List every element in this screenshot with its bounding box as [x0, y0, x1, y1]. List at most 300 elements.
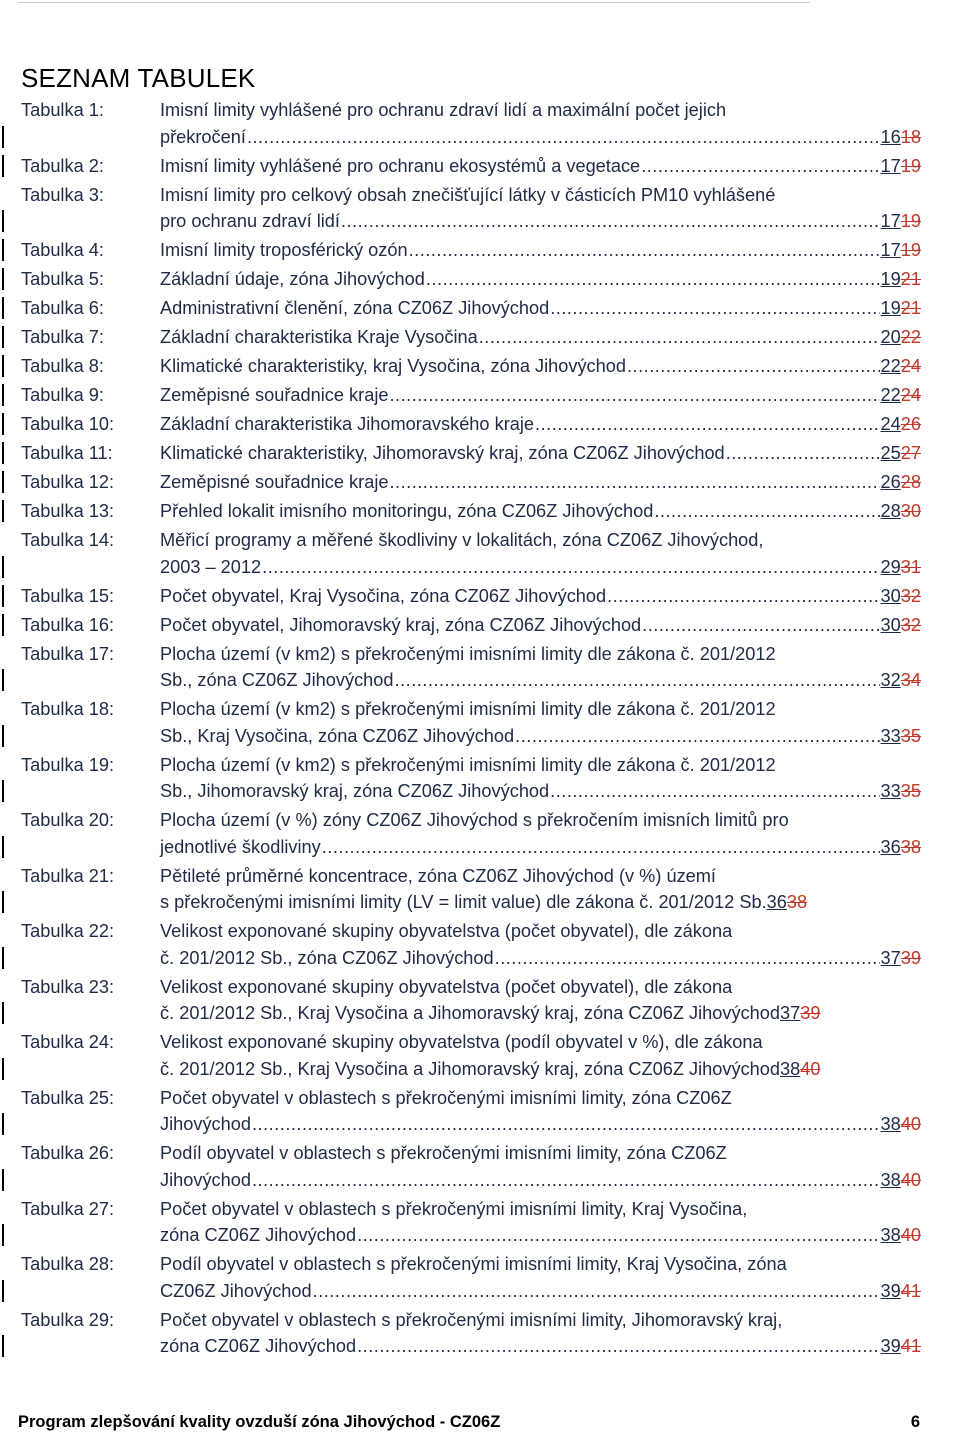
caption-line: Plocha území (v %) zóny CZ06Z Jihovýchod s překročením imisních limitů pro	[160, 810, 789, 830]
page-number-deleted: 39	[900, 947, 921, 968]
dot-leader	[550, 295, 879, 322]
table-caption	[160, 266, 921, 293]
dot-leader	[262, 554, 879, 581]
page-number-inserted: 33	[880, 725, 901, 746]
caption-text: s překročenými imisními limity (LV = limit value) dle zákona č. 201/2012 Sb.	[160, 892, 767, 912]
toc-entry[interactable]	[21, 382, 921, 409]
table-caption	[160, 97, 921, 150]
caption-text: Imisní limity troposférický ozón	[160, 240, 408, 260]
page-number-inserted: 22	[880, 385, 901, 405]
table-number: Tabulka 15:	[21, 585, 115, 606]
page-number-deleted: 32	[900, 614, 921, 635]
top-rule	[18, 2, 810, 3]
page-reference[interactable]	[881, 1167, 921, 1194]
toc-entry[interactable]	[21, 527, 921, 580]
table-caption	[160, 353, 921, 380]
table-number: Tabulka 13:	[21, 501, 115, 521]
dot-leader	[313, 1278, 880, 1305]
change-bar	[2, 297, 4, 319]
dot-leader	[252, 1167, 880, 1194]
page-reference[interactable]	[881, 667, 921, 694]
page-number-inserted: 38	[780, 1058, 801, 1079]
page-reference[interactable]	[881, 778, 921, 805]
page-number-inserted: 38	[880, 1169, 901, 1190]
page-number-inserted: 16	[880, 126, 901, 147]
toc-entry[interactable]	[21, 182, 921, 235]
table-caption	[160, 583, 921, 610]
caption-line: Podíl obyvatel v oblastech s překročenými imisními limity, zóna CZ06Z	[160, 1143, 727, 1163]
table-number: Tabulka 14:	[21, 530, 115, 550]
page-number-deleted: 21	[900, 298, 921, 318]
table-number: Tabulka 7:	[21, 327, 104, 347]
page-number-deleted: 24	[900, 356, 921, 376]
page-number-inserted: 39	[880, 1336, 901, 1356]
caption-text: Zeměpisné souřadnice kraje	[160, 385, 389, 405]
table-number: Tabulka 26:	[21, 1143, 115, 1163]
page-number-inserted: 39	[880, 1280, 901, 1301]
page-reference[interactable]	[881, 266, 921, 293]
change-bar	[2, 500, 4, 522]
page-reference[interactable]	[881, 153, 921, 180]
change-bar	[2, 585, 4, 607]
dot-leader	[322, 834, 880, 861]
table-caption	[160, 807, 921, 860]
change-bar	[2, 947, 4, 969]
table-number: Tabulka 5:	[21, 269, 104, 289]
caption-line: Plocha území (v km2) s překročenými imisními limity dle zákona č. 201/2012	[160, 754, 776, 775]
page-number-deleted: 35	[900, 725, 921, 746]
change-bar	[2, 326, 4, 348]
caption-last-line	[160, 237, 921, 264]
toc-entry[interactable]	[21, 1140, 921, 1193]
caption-text: Základní údaje, zóna Jihovýchod	[160, 269, 425, 289]
table-caption	[160, 974, 921, 1027]
table-caption	[160, 612, 921, 639]
page-number-deleted: 40	[900, 1225, 921, 1245]
table-number: Tabulka 27:	[21, 1198, 115, 1219]
table-caption	[160, 153, 921, 180]
toc-entry[interactable]	[21, 696, 921, 749]
change-bar	[2, 239, 4, 261]
table-caption	[160, 237, 921, 264]
page-reference[interactable]	[881, 723, 921, 750]
table-number: Tabulka 2:	[21, 155, 104, 176]
page-number-inserted: 17	[880, 155, 901, 176]
page-title: SEZNAM TABULEK	[21, 63, 256, 93]
caption-text: Klimatické charakteristiky, Jihomoravský kraj, zóna CZ06Z Jihovýchod	[160, 443, 725, 463]
change-bar	[2, 780, 4, 802]
caption-last-line	[160, 124, 921, 151]
caption-text: 2003 – 2012	[160, 556, 262, 577]
caption-text: pro ochranu zdraví lidí	[160, 211, 340, 231]
page-number-inserted: 30	[880, 585, 901, 606]
dot-leader	[247, 124, 880, 151]
page-number-inserted: 32	[880, 670, 901, 690]
page-reference[interactable]	[881, 1278, 921, 1305]
table-number: Tabulka 9:	[21, 385, 104, 405]
caption-last-line	[160, 440, 921, 467]
caption-last-line	[160, 295, 921, 322]
table-number: Tabulka 29:	[21, 1309, 115, 1330]
toc-entry[interactable]	[21, 353, 921, 380]
page-number-inserted: 20	[880, 327, 901, 347]
toc-entry[interactable]	[21, 583, 921, 610]
caption-line: Velikost exponované skupiny obyvatelstva (podíl obyvatel v %), dle zákona	[160, 1032, 763, 1052]
toc-entry[interactable]	[21, 1029, 921, 1082]
table-number: Tabulka 1:	[21, 100, 104, 120]
caption-line: Imisní limity pro celkový obsah znečišťující látky v částicích PM10 vyhlášené	[160, 184, 776, 205]
page-reference[interactable]	[881, 1222, 921, 1249]
change-bar	[2, 1113, 4, 1135]
table-caption	[160, 324, 921, 351]
table-number: Tabulka 16:	[21, 614, 115, 635]
change-bar	[2, 836, 4, 858]
caption-last-line	[160, 469, 921, 496]
toc-entry[interactable]	[21, 266, 921, 293]
caption-text: zóna CZ06Z Jihovýchod	[160, 1336, 357, 1356]
page-number-deleted: 40	[900, 1114, 921, 1134]
toc-entry[interactable]	[21, 324, 921, 351]
table-caption	[160, 527, 921, 580]
table-number: Tabulka 8:	[21, 356, 104, 376]
page-number-inserted: 36	[766, 892, 787, 912]
table-caption	[160, 1029, 921, 1082]
caption-last-line	[160, 1000, 921, 1027]
table-caption	[160, 752, 921, 805]
table-number: Tabulka 28:	[21, 1254, 115, 1274]
caption-text: zóna CZ06Z Jihovýchod	[160, 1225, 357, 1245]
page-number-inserted: 33	[880, 781, 901, 801]
table-caption	[160, 382, 921, 409]
dot-leader	[357, 1222, 879, 1249]
caption-text: Základní charakteristika Kraje Vysočina	[160, 327, 478, 347]
table-number: Tabulka 12:	[21, 472, 115, 492]
page-number-inserted: 24	[880, 414, 901, 434]
caption-last-line	[160, 208, 921, 235]
change-bar	[2, 725, 4, 747]
dot-leader	[389, 382, 879, 409]
caption-last-line	[160, 153, 921, 180]
caption-last-line	[160, 324, 921, 351]
page-reference[interactable]	[881, 834, 921, 861]
table-caption	[160, 498, 921, 525]
page-number-inserted: 36	[880, 836, 901, 857]
caption-last-line	[160, 411, 921, 438]
change-bar	[2, 1002, 4, 1024]
dot-leader	[515, 723, 879, 750]
table-caption	[160, 696, 921, 749]
table-number: Tabulka 3:	[21, 184, 104, 205]
change-bar	[2, 355, 4, 377]
toc-entry[interactable]	[21, 918, 921, 971]
page-number-deleted: 26	[900, 414, 921, 434]
toc-entry[interactable]	[21, 97, 921, 150]
page-reference[interactable]	[780, 1056, 820, 1083]
page-reference[interactable]	[780, 1000, 820, 1027]
table-caption	[160, 469, 921, 496]
dot-leader	[641, 153, 879, 180]
caption-text: č. 201/2012 Sb., zóna CZ06Z Jihovýchod	[160, 947, 494, 968]
caption-last-line	[160, 382, 921, 409]
caption-text: č. 201/2012 Sb., Kraj Vysočina a Jihomoravský kraj, zóna CZ06Z Jihovýchod	[160, 1003, 781, 1023]
toc-entry[interactable]	[21, 752, 921, 805]
page-reference[interactable]	[881, 1111, 921, 1138]
toc-entry[interactable]	[21, 1251, 921, 1304]
page-number-deleted: 30	[900, 501, 921, 521]
footer-page-number: 6	[910, 1413, 920, 1431]
toc-entry[interactable]	[21, 469, 921, 496]
dot-leader	[627, 353, 880, 380]
caption-text: Přehled lokalit imisního monitoringu, zóna CZ06Z Jihovýchod	[160, 501, 654, 521]
toc-entry[interactable]	[21, 807, 921, 860]
table-caption	[160, 863, 921, 916]
toc-entry[interactable]	[21, 863, 921, 916]
page-number-deleted: 38	[786, 892, 808, 912]
caption-line: Velikost exponované skupiny obyvatelstva (počet obyvatel), dle zákona	[160, 921, 733, 941]
caption-line: Počet obyvatel v oblastech s překročenými imisními limity, zóna CZ06Z	[160, 1087, 732, 1108]
table-number: Tabulka 23:	[21, 976, 115, 997]
page-number-deleted: 22	[900, 327, 921, 347]
caption-text: Počet obyvatel, Kraj Vysočina, zóna CZ06Z Jihovýchod	[160, 585, 607, 606]
table-number: Tabulka 22:	[21, 921, 115, 941]
dot-leader	[395, 667, 880, 694]
caption-line: Imisní limity vyhlášené pro ochranu zdraví lidí a maximální počet jejich	[160, 100, 727, 120]
table-number: Tabulka 6:	[21, 298, 104, 318]
page-number-inserted: 37	[880, 947, 901, 968]
caption-last-line	[160, 667, 921, 694]
table-caption	[160, 182, 921, 235]
page-number-deleted: 34	[900, 670, 921, 690]
change-bar	[2, 891, 4, 913]
table-number: Tabulka 19:	[21, 754, 115, 775]
page-number-inserted: 29	[880, 556, 901, 577]
change-bar	[2, 155, 4, 177]
caption-line: Počet obyvatel v oblastech s překročenými imisními limity, Jihomoravský kraj,	[160, 1309, 783, 1330]
dot-leader	[341, 208, 880, 235]
table-number: Tabulka 10:	[21, 414, 115, 434]
page-reference[interactable]	[881, 440, 921, 467]
caption-text: Imisní limity vyhlášené pro ochranu ekosystémů a vegetace	[160, 155, 641, 176]
footer-title: Program zlepšování kvality ovzduší zóna Jihovýchod - CZ06Z	[18, 1413, 501, 1431]
caption-last-line	[160, 612, 921, 639]
page-number-deleted: 38	[900, 836, 921, 857]
toc-entry[interactable]	[21, 612, 921, 639]
page-number-deleted: 24	[900, 385, 921, 405]
page-reference[interactable]	[881, 295, 921, 322]
caption-last-line	[160, 583, 921, 610]
dot-leader	[535, 411, 880, 438]
toc-entry[interactable]	[21, 974, 921, 1027]
page-number-inserted: 38	[880, 1225, 901, 1245]
page-number-inserted: 28	[880, 501, 901, 521]
table-number: Tabulka 20:	[21, 810, 115, 830]
change-bar	[2, 1335, 4, 1357]
page-reference[interactable]	[881, 498, 921, 525]
page-number-deleted: 18	[900, 126, 921, 147]
caption-last-line	[160, 353, 921, 380]
table-caption	[160, 295, 921, 322]
toc-entry[interactable]	[21, 153, 921, 180]
toc-entry[interactable]	[21, 1085, 921, 1138]
caption-last-line	[160, 1278, 921, 1305]
page-reference[interactable]	[881, 237, 921, 264]
change-bar	[2, 1169, 4, 1191]
page-number-deleted: 41	[900, 1336, 921, 1356]
page-reference[interactable]	[767, 889, 807, 916]
page-reference[interactable]	[881, 1333, 921, 1360]
caption-text: Jihovýchod	[160, 1169, 251, 1190]
page-number-inserted: 26	[880, 472, 901, 492]
page-number-deleted: 39	[800, 1003, 821, 1023]
page-reference[interactable]	[881, 353, 921, 380]
caption-last-line	[160, 1167, 921, 1194]
page-reference[interactable]	[881, 583, 921, 610]
page-number-inserted: 30	[880, 614, 901, 635]
dot-leader	[389, 469, 879, 496]
change-bar	[2, 268, 4, 290]
table-caption	[160, 1307, 921, 1360]
page-number-deleted: 19	[900, 240, 921, 260]
table-list	[21, 97, 921, 1362]
caption-text: Základní charakteristika Jihomoravského kraje	[160, 414, 535, 434]
page-number-inserted: 19	[880, 269, 901, 289]
page-number-deleted: 40	[900, 1169, 921, 1190]
page-number-deleted: 27	[900, 443, 921, 463]
caption-line: Počet obyvatel v oblastech s překročenými imisními limity, Kraj Vysočina,	[160, 1198, 748, 1219]
caption-text: Administrativní členění, zóna CZ06Z Jihovýchod	[160, 298, 550, 318]
caption-last-line	[160, 889, 921, 916]
table-number: Tabulka 24:	[21, 1032, 115, 1052]
caption-last-line	[160, 1222, 921, 1249]
dot-leader	[642, 612, 879, 639]
page-reference[interactable]	[881, 554, 921, 581]
page-number-inserted: 19	[880, 298, 901, 318]
toc-entry[interactable]	[21, 1196, 921, 1249]
caption-text: Sb., Jihomoravský kraj, zóna CZ06Z Jihovýchod	[160, 781, 550, 801]
caption-text: Zeměpisné souřadnice kraje	[160, 472, 389, 492]
change-bar	[2, 126, 4, 148]
table-caption	[160, 1085, 921, 1138]
table-caption	[160, 918, 921, 971]
caption-last-line	[160, 778, 921, 805]
dot-leader	[654, 498, 879, 525]
dot-leader	[726, 440, 880, 467]
caption-line: Podíl obyvatel v oblastech s překročenými imisními limity, Kraj Vysočina, zóna	[160, 1254, 787, 1274]
caption-text: Sb., Kraj Vysočina, zóna CZ06Z Jihovýchod	[160, 725, 515, 746]
page-number-inserted: 37	[780, 1003, 801, 1023]
page-number-inserted: 22	[880, 356, 901, 376]
toc-entry[interactable]	[21, 237, 921, 264]
page-reference[interactable]	[881, 469, 921, 496]
page-number-deleted: 31	[900, 556, 921, 577]
caption-text: Sb., zóna CZ06Z Jihovýchod	[160, 670, 394, 690]
page-number-deleted: 35	[900, 781, 921, 801]
table-caption	[160, 411, 921, 438]
caption-last-line	[160, 723, 921, 750]
caption-last-line	[160, 834, 921, 861]
change-bar	[2, 614, 4, 636]
caption-last-line	[160, 554, 921, 581]
dot-leader	[607, 583, 879, 610]
change-bar	[2, 442, 4, 464]
page-number-inserted: 17	[880, 211, 901, 231]
page-number-deleted: 21	[900, 269, 921, 289]
caption-text: Klimatické charakteristiky, kraj Vysočina, zóna Jihovýchod	[160, 356, 626, 376]
table-number: Tabulka 21:	[21, 865, 115, 886]
toc-entry[interactable]	[21, 440, 921, 467]
caption-last-line	[160, 1056, 921, 1083]
page-reference[interactable]	[881, 382, 921, 409]
caption-text: překročení	[160, 126, 246, 147]
page-number-deleted: 40	[800, 1058, 821, 1079]
page-reference[interactable]	[881, 411, 921, 438]
toc-entry[interactable]	[21, 295, 921, 322]
table-caption	[160, 641, 921, 694]
page-reference[interactable]	[881, 324, 921, 351]
caption-last-line	[160, 1333, 921, 1360]
caption-line: Plocha území (v km2) s překročenými imisními limity dle zákona č. 201/2012	[160, 699, 776, 719]
page-number-inserted: 25	[880, 443, 901, 463]
caption-line: Měřicí programy a měřené škodliviny v lokalitách, zóna CZ06Z Jihovýchod,	[160, 530, 764, 550]
change-bar	[2, 1224, 4, 1246]
change-bar	[2, 1058, 4, 1080]
caption-line: Pětileté průměrné koncentrace, zóna CZ06Z Jihovýchod (v %) území	[160, 865, 716, 886]
page-reference[interactable]	[881, 208, 921, 235]
caption-text: č. 201/2012 Sb., Kraj Vysočina a Jihomoravský kraj, zóna CZ06Z Jihovýchod	[160, 1058, 781, 1079]
page-number-inserted: 17	[880, 240, 901, 260]
caption-last-line	[160, 1111, 921, 1138]
table-number: Tabulka 11:	[21, 443, 113, 463]
table-caption	[160, 1140, 921, 1193]
caption-last-line	[160, 266, 921, 293]
page-number-deleted: 28	[900, 472, 921, 492]
page-reference[interactable]	[881, 945, 921, 972]
toc-entry[interactable]	[21, 1307, 921, 1360]
caption-text: CZ06Z Jihovýchod	[160, 1280, 312, 1301]
change-bar	[2, 669, 4, 691]
dot-leader	[252, 1111, 880, 1138]
dot-leader	[479, 324, 880, 351]
change-bar	[2, 384, 4, 406]
table-number: Tabulka 25:	[21, 1087, 115, 1108]
page-footer	[18, 1413, 920, 1432]
table-caption	[160, 1251, 921, 1304]
table-number: Tabulka 18:	[21, 699, 115, 719]
change-bar	[2, 413, 4, 435]
page-reference[interactable]	[881, 124, 921, 151]
toc-entry[interactable]	[21, 411, 921, 438]
table-number: Tabulka 4:	[21, 240, 104, 260]
page-number-deleted: 19	[900, 211, 921, 231]
dot-leader	[550, 778, 879, 805]
change-bar	[2, 471, 4, 493]
page-number-deleted: 41	[900, 1280, 921, 1301]
page-number-inserted: 38	[880, 1114, 901, 1134]
page-reference[interactable]	[881, 612, 921, 639]
page-number-deleted: 19	[900, 155, 921, 176]
caption-text: jednotlivé škodliviny	[160, 836, 321, 857]
caption-line: Plocha území (v km2) s překročenými imisními limity dle zákona č. 201/2012	[160, 643, 776, 664]
toc-entry[interactable]	[21, 498, 921, 525]
table-caption	[160, 440, 921, 467]
dot-leader	[495, 945, 880, 972]
table-caption	[160, 1196, 921, 1249]
toc-entry[interactable]	[21, 641, 921, 694]
change-bar	[2, 210, 4, 232]
dot-leader	[409, 237, 880, 264]
dot-leader	[357, 1333, 879, 1360]
table-number: Tabulka 17:	[21, 643, 115, 664]
